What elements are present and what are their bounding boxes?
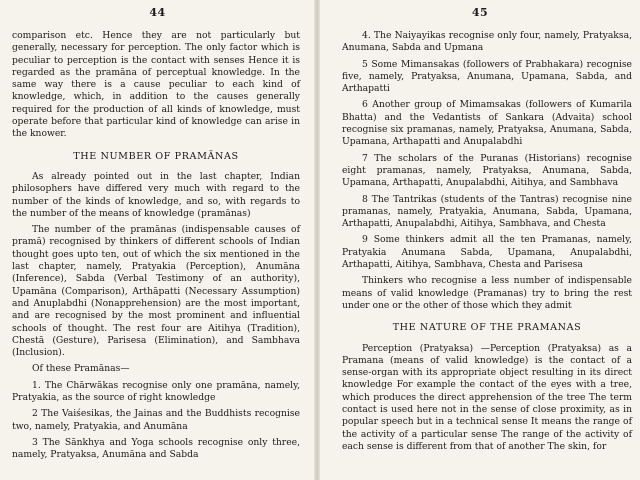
right-page <box>320 0 640 480</box>
paragraph-perception: Perception (Pratyaksa) —Perception (Pratyaksa) as a Pramana (means of valid knowledge) is the contact of a sense-organ with its appropriate object resulting in its direct knowledge For example the contact of the eyes with a tree, which produces the direct apprehension of the tree The term contact is used here not in the sense of close proximity, as in popular speech but in a technical sense It means the range of the activity of a particular sense The range of the activity of each sense is different from that of another The skin, for <box>342 342 632 452</box>
list-item-3: 3 The Sānkhya and Yoga schools recognise only three, namely, Pratyaksa, Anumāna and Sabda <box>12 436 300 461</box>
left-page <box>0 0 315 480</box>
list-item-8: 8 The Tantrikas (students of the Tantras) recognise nine pramanas, namely, Pratyakia, Anumana, Sabda, Upamana, Arthapatti, Anupalabdhi, Aitihya, Sambhava, and Chesta <box>342 193 632 230</box>
list-item-2: 2 The Vaiśesikas, the Jainas and the Buddhists recognise two, namely, Pratyakia, and Anumāna <box>12 408 300 432</box>
list-item-4: 4. The Naiyayikas recognise only four, namely, Pratyaksa, Anumana, Sabda and Upmana <box>342 30 632 54</box>
right-page-text <box>342 30 632 453</box>
section-heading-nature-of-pramanas: THE NATURE OF THE PRAMANAS <box>392 322 582 334</box>
paragraph-already-pointed: As already pointed out in the last chapter, Indian philosophers have differed very much with regard to the number of the kinds of knowledge, and so, with regards to the number of the means of knowledge (pramānas) <box>12 170 300 219</box>
list-item-9: 9 Some thinkers admit all the ten Pramanas, namely, Pratyakia Anumana Sabda, Upamana, Anupalabdhi, Arthapatti, Aitihya, Sambhava, Chesta and Parisesa <box>342 234 632 271</box>
page-number-left: 44 <box>149 6 166 19</box>
list-item-6: 6 Another group of Mimamsakas (followers of Kumarila Bhatta) and the Vedantists of Sankara (Advaita) school recognise six pramanas, namely, Pratyaksa, Anumana, Sabda, Upamana, Arthapatti and Anupalabdhi <box>342 99 632 148</box>
paragraph-intro: comparison etc. Hence they are not particularly but generally, necessary for perception. The only factor which is peculiar to perception is the contact with senses Hence it is regarded as the pramāna of perceptual knowledge. In the same way there is a cause peculiar to each kind of knowledge, which, in addition to the causes generally required for the production of all kinds of knowledge, must operate before that particular kind of knowledge can arise in the knower. <box>12 30 300 140</box>
list-item-7: 7 The scholars of the Puranas (Historians) recognise eight pramanas, namely, Pratyaksa, Anumana, Sabda, Upamana, Arthapatti, Anupalabdhi, Aitihya, and Sambhava <box>342 152 632 189</box>
paragraph-number-of-pramanas: The number of the pramānas (indispensable causes of pramā) recognised by thinkers of different schools of Indian thought goes upto ten, out of which the six mentioned in the last chapter, namely, Pratyakia (Perception), Anumāna (Inference), Sabda (Verbal Testimony of an authority), Upamāna (Comparison), Arthāpatti (Necessary Assumption) and Anuplabdhi (Nonapprehension) are the most important, and are recognised by the most prominent and influential schools of thought. The rest four are Aitihya (Tradition), Chestā (Gesture), Parisesa (Elimination), and Sambhava (Inclusion). <box>12 224 300 359</box>
paragraph-of-these: Of these Pramānas— <box>32 363 130 375</box>
page-number-right: 45 <box>471 6 489 19</box>
section-heading-number-of-pramanas: THE NUMBER OF PRAMĀNAS <box>73 150 239 162</box>
list-item-5: 5 Some Mimansakas (followers of Prabhakara) recognise five, namely, Pratyaksa, Anumana, Upamana, Sabda, and Arthapatti <box>342 58 632 95</box>
left-page-text <box>12 30 300 462</box>
paragraph-thinkers: Thinkers who recognise a less number of indispensable means of valid knowledge (Pramanas) try to bring the rest under one or the other of those which they admit <box>342 275 632 311</box>
list-item-1: 1. The Chārwākas recognise only one pramāna, namely, Pratyakia, as the source of right knowledge <box>12 379 300 404</box>
